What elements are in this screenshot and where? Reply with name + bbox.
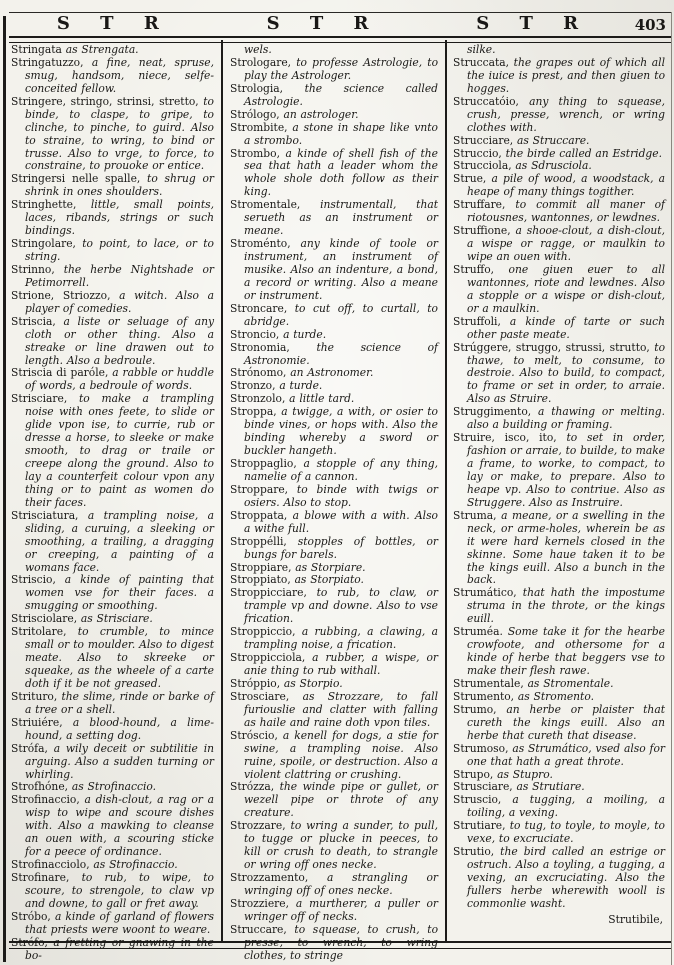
running-head-row [9,13,638,36]
entry-definition: a kinde of shell fish of the sea that hath a leader whom the whole shole doth follow as their king. [244,146,438,199]
entry-definition: a dish-clout, a rag or a wisp to wipe and scoure dishes with. Also a mawking to cleanse an ouen with, a scouring sticke for a peece of ordinance. [25,793,214,859]
entry-headword: Strumático, [453,586,517,600]
entry-definition: an Astronomer. [286,366,374,380]
dictionary-entry [230,626,438,652]
dictionary-entry [230,458,438,484]
entry-definition: that hath the impostume struma in the throte, or the kings euill. [467,586,665,626]
dictionary-entry [230,652,438,678]
entry-definition: to crumble, to mince small or to moulder. Also to digest meate. Also to skreeke or squeake, as the wheele of a carte doth if it be not greased. [25,625,214,690]
entry-headword: Strofinare, [11,871,70,884]
entry-headword: Stronzolo, [230,392,286,406]
entry-headword: Stroncio, [230,327,280,341]
entry-headword: Stroppiare, [230,560,292,574]
entry-headword: Stringata [11,43,62,56]
entry-continuation-text: silke. [467,43,496,56]
entry-headword: Strisciatura, [11,508,79,522]
dictionary-entry [453,406,665,432]
dictionary-entry [11,691,214,717]
entry-headword: Stroppiccio, [230,625,296,639]
entry-definition: any kinde of toole or instrument, an instrument of musike. Also an indenture, a bond, a record or writing. Also a meane or instrument. [244,237,438,302]
entry-definition: a stone in shape like vnto a strombo. [244,120,438,147]
entry-definition: the winde pipe or gullet, or wezell pipe or throte of any creature. [244,780,438,820]
entry-definition: as Storpio. [280,676,343,690]
entry-definition: as Stromentale. [523,676,614,690]
dictionary-entry [11,173,214,199]
entry-headword: Struffo, [453,262,495,276]
entry-definition: one giuen euer to all wantonnes, riote and lewdnes. Also a stopple or a wispe or dish-clout, or a maulkin. [467,262,665,315]
dictionary-entry [11,367,214,393]
entry-headword: Struccio, [453,146,502,160]
entry-headword: Stroppa, [230,405,277,419]
entry-definition: a rubber, a wispe, or anie thing to rub withall. [244,651,438,677]
dictionary-entry [453,342,665,407]
entry-headword: Strozzamento, [230,871,309,884]
entry-definition: a trampling noise, a sliding, a curuing, a sleeking or smoothing, a trailing, a dragging or creeping, a painting of a womans face. [25,508,214,574]
entry-headword: Strucciare, [453,133,514,147]
entry-headword: Stronomia, [230,340,290,354]
entry-headword: Stroppicciola, [230,651,306,665]
entry-definition: a blowe with a with. Also a withe full. [244,508,438,535]
entry-definition: any thing to squease, crush, presse, wrench, or wring clothes with. [467,94,665,134]
entry-headword: Strófo, [11,935,48,949]
dictionary-entry [11,717,214,743]
dictionary-entry [230,924,438,963]
entry-definition: as Strumático, vsed also for one that hath a great throte. [467,741,665,768]
entry-headword: Strue, [453,172,487,186]
dictionary-entry [453,743,665,769]
text-column-3 [453,44,665,927]
text-column-2 [230,44,438,963]
entry-headword: Strosciare, [230,689,290,703]
dictionary-entry [11,510,214,575]
entry-headword: Striscia, [11,314,56,328]
entry-definition: a strangling or wringing off of ones necke. [244,871,438,897]
entry-headword: Strusciare, [453,780,513,794]
entry-definition: as Strengata. [61,43,139,56]
entry-definition: the slime, rinde or barke of a tree or a shell. [25,689,214,716]
dictionary-entry [11,393,214,509]
entry-headword: Stritolare, [11,625,67,639]
entry-definition: as Strofinaccio. [89,858,178,872]
entry-definition: to make a trampling noise with ones feete, to slide or glide vpon ise, to currie, rub or dresse a horse, to sleeke or make smooth, to drag or traile or creepe along the ground. Also to lay a counterfeit colour vpon any thing or to paint as women do their faces. [25,392,214,509]
entry-headword: Stróscio, [230,728,278,742]
dictionary-entry [230,83,438,109]
entry-definition: as Storpiare. [291,560,366,574]
entry-definition: the birde called an Estridge. [501,146,662,160]
entry-headword: Stróppio, [230,676,281,690]
entry-headword: Strumento, [453,689,515,703]
entry-definition: a rubbing, a clawing, a trampling noise, a frication. [244,625,438,652]
dictionary-entry [453,225,665,264]
dictionary-entry [453,199,665,225]
entry-headword: Strúggere, struggo, strussi, strutto, [453,340,650,354]
header-double-rule [9,36,671,43]
entry-headword: Stroménto, [230,237,291,251]
entry-headword: Stroppare, [230,482,289,496]
column-separator-2 [445,40,447,941]
entry-headword: Striscia di paróle, [11,366,109,380]
entry-definition: as Storpiato. [290,573,364,587]
dictionary-entry [453,626,665,678]
dictionary-entry [230,898,438,924]
dictionary-entry [230,303,438,329]
entry-definition: to squease, to crush, to presse, to wrench, to wring clothes, to stringe [244,922,438,962]
entry-headword: Strutiare, [453,819,506,833]
entry-definition: a stopple of any thing, namelie of a cannon. [244,457,438,483]
dictionary-entry [230,587,438,626]
dictionary-entry [453,96,665,135]
entry-definition: a murtherer, a puller or wringer off of necks. [244,896,438,923]
entry-definition: a rabble or huddle of words, a bedroule of words. [25,366,215,393]
entry-definition: a twigge, a with, or osier to binde vines, or hops with. Also the binding whereby a sword or buckler hangeth. [244,405,438,458]
dictionary-entry [453,316,665,342]
entry-headword: Strombo, [230,146,280,160]
dictionary-entry [230,781,438,820]
entry-definition: to wring a sunder, to pull, to tugge or plucke in peeces, to kill or crush to death, to strangle or wring off ones necke. [244,819,438,872]
dictionary-entry [453,846,665,911]
entry-headword: Strisciolare, [11,612,78,626]
entry-definition: to point, to lace, or to string. [25,237,214,263]
entry-headword: Struccata, [453,55,510,69]
entry-definition: a kinde of tarte or such other paste meate. [467,314,665,341]
dictionary-entry [11,316,214,368]
entry-headword: Strozziere, [230,896,289,910]
entry-headword: Strituro, [11,689,58,703]
entry-definition: as Stromento. [514,689,594,703]
entry-definition: the science of Astronomie. [244,340,438,367]
dictionary-entry [11,290,214,316]
entry-definition: to commit all maner of riotousnes, wantonnes, or lewdnes. [467,198,665,225]
entry-definition: a turde. [275,379,323,393]
dictionary-entry [230,484,438,510]
page-right-edge [671,12,672,965]
entry-definition: as Strutiare. [512,780,585,794]
entry-definition: an herbe or plaister that cureth the kings euill. Also an herbe that cureth that disease. [467,702,665,742]
dictionary-entry [230,148,438,200]
entry-headword: Struméa. [453,625,503,639]
entry-definition: a thawing or melting. also a building or framing. [467,405,665,432]
entry-definition: as Strozzare, to fall furiouslie and clatter with falling as haile and raine doth vpon tiles. [244,689,438,729]
entry-headword: Struire, isco, ito, [453,431,557,445]
page-number: 403 [634,16,666,34]
dictionary-entry [230,238,438,303]
entry-headword: Struma, [453,508,497,522]
entry-headword: Strófa, [11,741,48,755]
entry-headword: Strinno, [11,262,55,276]
entry-definition: the herbe Nightshade or Petimorrell. [25,262,214,289]
entry-definition: a kinde of garland of flowers that priests were woont to weare. [25,909,214,936]
dictionary-entry [11,57,214,96]
dictionary-entry [11,911,214,937]
dictionary-entry [11,574,214,613]
running-head-center: S T R [266,13,381,34]
entry-definition: the grapes out of which all the iuice is prest, and then giuen to hogges. [467,55,665,95]
running-head-left: S T R [56,13,171,34]
entry-headword: Struffoli, [453,314,501,328]
entry-headword: Strumentale, [453,676,524,690]
entry-definition: to set in order, fashion or arraie, to builde, to make a frame, to worke, to compact, to lay or make, to prepare. Also to heape vp. Also to contriue. Also as Struggere. Also as Instruire. [467,431,665,509]
entry-headword: Stringhette, [11,198,77,212]
entry-headword: Stroppata, [230,508,288,522]
entry-definition: a kenell for dogs, a stie for swine, a trampling noise. Also ruine, spoile, or destruction. Also a violent clattring or crushing. [244,728,438,781]
entry-definition: as Struccare. [513,133,590,147]
entry-definition: to shrug or shrink in ones shoulders. [25,172,214,199]
entry-definition: a fretting or gnawing in the bo- [25,935,214,962]
entry-headword: Strombite, [230,120,288,134]
entry-definition: to cut off, to curtall, to abridge. [244,301,438,328]
dictionary-entry [453,794,665,820]
entry-headword: Strupo, [453,767,494,781]
dictionary-entry [230,406,438,458]
entry-definition: as Sdrusciola. [511,159,592,173]
entry-definition: to binde, to claspe, to gripe, to clinche, to pinche, to guird. Also to straine, to wring, to bind or trusse. Also to vrge, to force, to constraine, to prouoke or entice. [25,94,214,173]
entry-headword: Strózza, [230,780,275,794]
entry-definition: a fine, neat, spruse, smug, handsom, niece, selfe-conceited fellow. [25,55,214,95]
dictionary-entry [230,122,438,148]
entry-headword: Stroppicciare, [230,586,307,600]
entry-headword: Stroppaglio, [230,457,297,470]
book-spine-rule [3,16,6,962]
dictionary-entry [453,57,665,96]
entry-headword: Stromentale, [230,198,301,212]
entry-definition: to rub, to wipe, to scoure, to strengole, to claw vp and downe, to gall or fret away. [25,871,214,910]
entry-headword: Strologia, [230,81,284,95]
dictionary-entry [453,820,665,846]
entry-definition: a meane, or a swelling in the neck, or arme-holes, wherein be as it were hard kernels closed in the skinne. Some haue taken it to be the kings euill. Also a bunch in the back. [467,508,665,587]
entry-headword: Struffione, [453,224,511,238]
entry-definition: as Stupro. [493,767,553,781]
dictionary-entry [11,238,214,264]
dictionary-entry [11,199,214,238]
entry-headword: Stronzo, [230,379,276,393]
entry-definition: to professe Astrologie, to play the Astrologer. [244,55,438,82]
entry-headword: Striscio, [11,573,56,587]
entry-headword: Stringatuzzo, [11,55,84,69]
dictionary-entry [453,587,665,626]
entry-headword: Strofinaccio, [11,793,80,807]
entry-definition: instrumentall, that serueth as an instrument or meane. [244,198,438,238]
entry-headword: Stringersi nelle spalle, [11,172,141,186]
entry-definition: a blood-hound, a lime-hound, a setting dog. [25,715,214,742]
dictionary-entry [230,510,438,536]
running-head-right: S T R [476,13,591,34]
dictionary-entry [453,432,665,510]
entry-definition: a shooe-clout, a dish-clout, a wispe or ragge, or maulkin to wipe an ouen with. [467,224,665,263]
entry-headword: Strofinacciolo, [11,858,90,872]
entry-definition: the bird called an estrige or ostruch. Also a toyling, a tugging, a vexing, an excruciating. Also the fullers herbe wherewith wooll is commonlie washt. [467,845,665,910]
entry-headword: Strónomo, [230,366,287,380]
entry-headword: Strofhóne, [11,780,69,794]
dictionary-entry [11,743,214,782]
dictionary-entry [230,820,438,872]
dictionary-entry [453,704,665,743]
dictionary-entry [230,199,438,238]
entry-headword: Struffare, [453,198,506,212]
entry-definition: to thawe, to melt, to consume, to destroie. Also to build, to compact, to frame or set in order, to arraie. Also as Struire. [467,340,666,406]
entry-definition: a pile of wood, a woodstack, a heape of many things togither. [467,172,665,199]
entry-headword: Strumoso, [453,741,509,755]
entry-definition: to tug, to toyle, to moyle, to vexe, to excruciate. [467,819,665,846]
entry-definition: a kinde of painting that women vse for their faces. a smugging or smoothing. [25,573,214,613]
entry-headword: Stroppiato, [230,573,291,587]
entry-definition: a little tard. [285,392,355,406]
entry-definition: a liste or seluage of any cloth or other thing. Also a streake or line drawen out to length. Also a bedroule. [25,314,214,367]
dictionary-entry [11,264,214,290]
dictionary-entry [11,96,214,174]
entry-headword: Strutio, [453,845,495,859]
entry-headword: Stringere, stringo, strinsi, stretto, [11,94,199,108]
dictionary-entry [11,794,214,859]
entry-headword: Strisciare, [11,392,68,406]
entry-headword: Strione, Striozzo, [11,288,111,302]
entry-definition: a witch. Also a player of comedies. [25,288,214,315]
text-column-1 [11,44,214,963]
entry-definition: little, small points, laces, ribands, strings or such bindings. [25,198,214,238]
dictionary-entry [230,691,438,730]
dictionary-entry [453,510,665,588]
entry-headword: Strologare, [230,55,292,69]
dictionary-entry [453,264,665,316]
entry-definition: a wily deceit or subtilitie in arguing. Also a sudden turning or whirling. [25,741,214,781]
entry-headword: Strumo, [453,702,497,716]
entry-definition: an astrologer. [279,107,359,121]
entry-definition: a turde. [279,327,327,341]
column-separator-1 [221,40,223,941]
entry-headword: Stróbo, [11,909,51,923]
dictionary-entry [230,57,438,83]
entry-headword: Stroncare, [230,301,288,315]
entry-definition: to binde with twigs or osiers. Also to stop. [244,482,438,509]
entry-headword: Struscio, [453,793,502,807]
entry-definition: as Strisciare. [77,612,153,626]
entry-definition: the science called Astrologie. [244,81,438,108]
dictionary-entry [230,730,438,782]
entry-headword: Struccare, [230,922,287,936]
dictionary-entry [230,872,438,898]
dictionary-entry [230,342,438,368]
dictionary-entry [11,626,214,691]
entry-headword: Stringolare, [11,237,76,251]
entry-definition: stopples of bottles, or bungs for barels. [244,534,438,561]
entry-definition: a tugging, a moiling, a toiling, a vexing. [467,793,665,820]
entry-definition: as Strofinaccio. [68,780,157,794]
dictionary-entry [11,937,214,963]
entry-definition: to rub, to claw, or trample vp and downe. Also to vse frication. [244,586,438,626]
entry-headword: Strucciola, [453,159,512,173]
entry-headword: Striuiére, [11,715,63,729]
entry-headword: Stroppélli, [230,534,287,548]
dictionary-entry [230,536,438,562]
entry-headword: Struggimento, [453,405,532,419]
dictionary-entry [453,173,665,199]
entry-headword: Struccatóio, [453,94,519,108]
entry-definition: Some take it for the hearbe crowfoote, and othersome for a kinde of herbe that beggers vse to make their flesh rawe. [467,625,665,677]
entry-headword: Strólogo, [230,107,280,121]
dictionary-entry [11,872,214,911]
catchword: Strutibile, [608,912,663,926]
entry-headword: Strozzare, [230,819,286,833]
entry-continuation-text: wels. [244,43,272,56]
